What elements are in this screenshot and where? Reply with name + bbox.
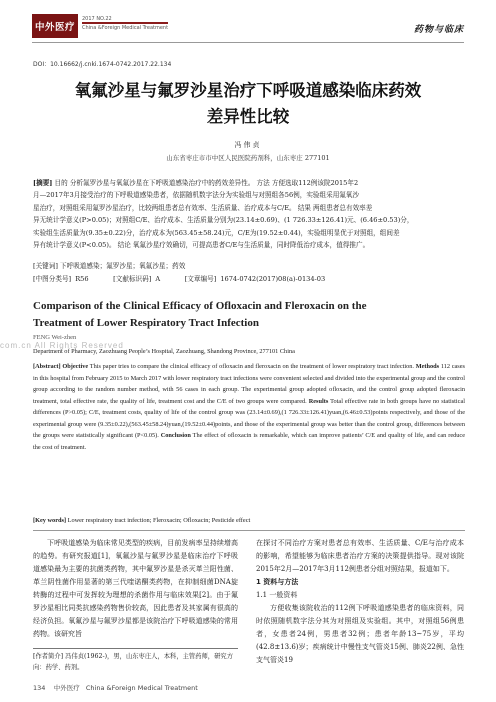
doi: DOI：10.16662/j.cnki.1674-0742.2017.22.134 (33, 61, 172, 68)
results-text: Total effective rate in both groups have no statistical differences (P>0.05); C/E, treatment costs, quality of life of the control group was (23.14±0.69),(1 726.33±126.41)yuan,(6.46±0.53)points respectively, and those of the experimental group were (9.35±0.22),(563.45±58.24)yuan,(19.52±0.44)points, and those of the experimental group was better than the control group, differences between the groups were statistically significant (P<0.05). (33, 397, 465, 439)
footer-magazine-en: China &Foreign Medical Treatment (85, 684, 198, 692)
abstract-cn-line-6: 异有统计学意义(P<0.05)。 结论 氧氟沙星疗效确切，可提高患者C/E与生活质量，同时降低治疗成本，值得推广。 (33, 241, 370, 250)
article-number: [文章编号] 1674-0742(2017)08(a)-0134-03 (184, 275, 326, 283)
page-number: 134 (33, 684, 46, 692)
header-red-rule (82, 22, 168, 24)
abstract-cn-label: [摘要] (33, 179, 53, 187)
title-cn-line-2: 差异性比较 (206, 107, 290, 126)
author-cn: 冯伟贞 (234, 141, 262, 149)
conclusion-text: The effect of ofloxacin is remarkable, which can improve patients’ C/E and quality of life, and can reduce the cost of treatment. (33, 432, 466, 451)
issue-number: 2017 NO.22 (82, 16, 112, 22)
results-label: Results (308, 397, 329, 405)
classification-line (33, 273, 465, 285)
affiliation-cn: 山东省枣庄市市中区人民医院药剂科，山东枣庄 277101 (166, 154, 330, 162)
header-divider (32, 42, 464, 43)
abstract-en-label: [Abstract] (33, 363, 61, 370)
title-cn-line-1: 氧氟沙星与氟罗沙星治疗下呼吸道感染临床药效 (74, 81, 422, 100)
section-name: 药物与临床 (413, 25, 464, 35)
article-title-en (33, 298, 463, 332)
author-en: FENG Wei-zhen (33, 334, 77, 341)
body-divider (33, 530, 465, 531)
methods-label: Methods (415, 363, 440, 370)
title-en-line-2: Treatment of Lower Respiratory Tract Infection (33, 317, 259, 329)
page-footer (33, 683, 198, 692)
clc-number: [中图分类号] R56 (33, 275, 89, 283)
abstract-cn (33, 177, 465, 251)
intro-paragraph-end: 在探讨不同治疗方案对患者总有效率、生活质量、C/E与治疗成本的影响，希望能够为临床患者治疗方案的决策提供指导。现对该院2015年2月—2017年3月112例患者分组对照结果，报道如下。 (256, 539, 464, 573)
magazine-english-name: China &Foreign Medical Treatment (82, 25, 169, 31)
objective-text: This paper tries to compare the clinical efficacy of ofloxacin and fleroxacin on the treatment of lower respiratory tract infection. (89, 363, 414, 370)
section-heading-1: 1 资料与方法 (256, 578, 299, 586)
general-data-paragraph: 方便收集该院收治的112例下呼吸道感染患者的临床资料，同时依照随机数字法分其为对照组及实验组。其中，对照组56例患者，女患者24例，男患者32例；患者年龄13~75岁，平均(42.8±13.6)岁；疾病统计中慢性支气管炎15例、肺炎22例、急性支气管炎19 (256, 604, 464, 664)
document-code: [文献标识码] A (113, 275, 161, 283)
abstract-cn-line-5: 实验组生活质量为(9.35±0.22)分，治疗成本为(563.45±58.24)元，C/E为(19.52±0.44)，实验组明显优于对照组，组间差 (33, 228, 400, 237)
conclusion-label: Conclusion (160, 432, 191, 439)
footer-magazine: 中外医疗 (53, 684, 80, 692)
abstract-cn-line-1 (33, 177, 465, 189)
objective-label: Objective (62, 363, 89, 370)
magazine-logo: 中外医疗 (32, 14, 78, 38)
abstract-cn-line-4: 异无统计学意义(P>0.05)；对照组C/E、治疗成本、生活质量分别为(23.14±0.69)、(1 726.33±126.41)元、(6.46±0.53)分， (33, 216, 414, 225)
footnote-rule (33, 648, 238, 649)
issue-info (82, 16, 168, 32)
body-left-column: 下呼吸道感染为临床常见类型的疾病，目前发病率呈持续增高的趋势。有研究报道[1]，氧氟沙星与氟罗沙星是临床治疗下呼吸道感染最为主要的抗菌类药物，其中氟罗沙星是杀灭革兰阳性菌、革兰阴性菌作用显著的第三代喹诺酮类药物，在抑制细菌DNA旋转酶的过程中可发挥较为理想的杀菌作用与临床效果[2]。由于氟罗沙星相比同类抗感染药物售价较高，因此患者及其家属有很高的经济负担。氧氟沙星与氟罗沙星都是该院治疗下呼吸道感染的常用药物。该研究旨 (33, 539, 238, 638)
body-right-column (256, 537, 464, 667)
abstract-cn-line-3: 星治疗，对照组采用氟罗沙星治疗，比较两组患者总有效率、生活质量、治疗成本与C/E。 结果 两组患者总有效率差 (33, 203, 373, 212)
keywords-cn: [关键词] 下呼吸道感染；氟罗沙星；氧氟沙星；药效 (33, 262, 186, 270)
section-heading-1-1: 1.1 一般资料 (256, 591, 298, 599)
keywords-en (33, 515, 465, 526)
abstract-cn-text-1: 目的 分析氟罗沙星与氧氟沙星在下呼吸道感染治疗中的药效差异性。 方法 方便选取112例该院2015年2 (54, 179, 359, 187)
keywords-en-label: [Key words] (33, 517, 67, 524)
affiliation-en: Department of Pharmacy, Zaozhuang People’s Hospital, Zaozhuang, Shandong Province, 277101 China (33, 348, 295, 355)
watermark: com.cn All Rights Reserved (0, 341, 124, 350)
title-en-line-1: Comparison of the Clinical Efficacy of Ofloxacin and Fleroxacin on the (33, 300, 367, 312)
author-footnote: [作者简介] 冯伟贞(1962-)，男，山东枣庄人，本科，主管药师，研究方向：药学、药剂。 (33, 653, 233, 671)
methods-text: 112 cases in this hospital from February 2015 to March 2017 with lower respiratory tract infections were convenient selected and divided into the experimental group and the control group according to the random number method, with 56 cases in each group. The experimental group adopted ofloxacin, and the control group adopted fleroxacin treatment, total effective rate, the quality of life, treatment cost and the C/E of two groups were compared. (33, 363, 466, 405)
abstract-en (33, 361, 465, 453)
abstract-cn-line-2: 月—2017年3月接受治疗的下呼吸道感染患者，依据随机数字法分为实验组与对照组各56例，实验组采用氟氧沙 (33, 191, 360, 200)
article-title-cn (0, 78, 496, 130)
keywords-en-text: Lower respiratory tract infection; Fleroxacin; Ofloxacin; Pesticide effect (67, 517, 251, 524)
